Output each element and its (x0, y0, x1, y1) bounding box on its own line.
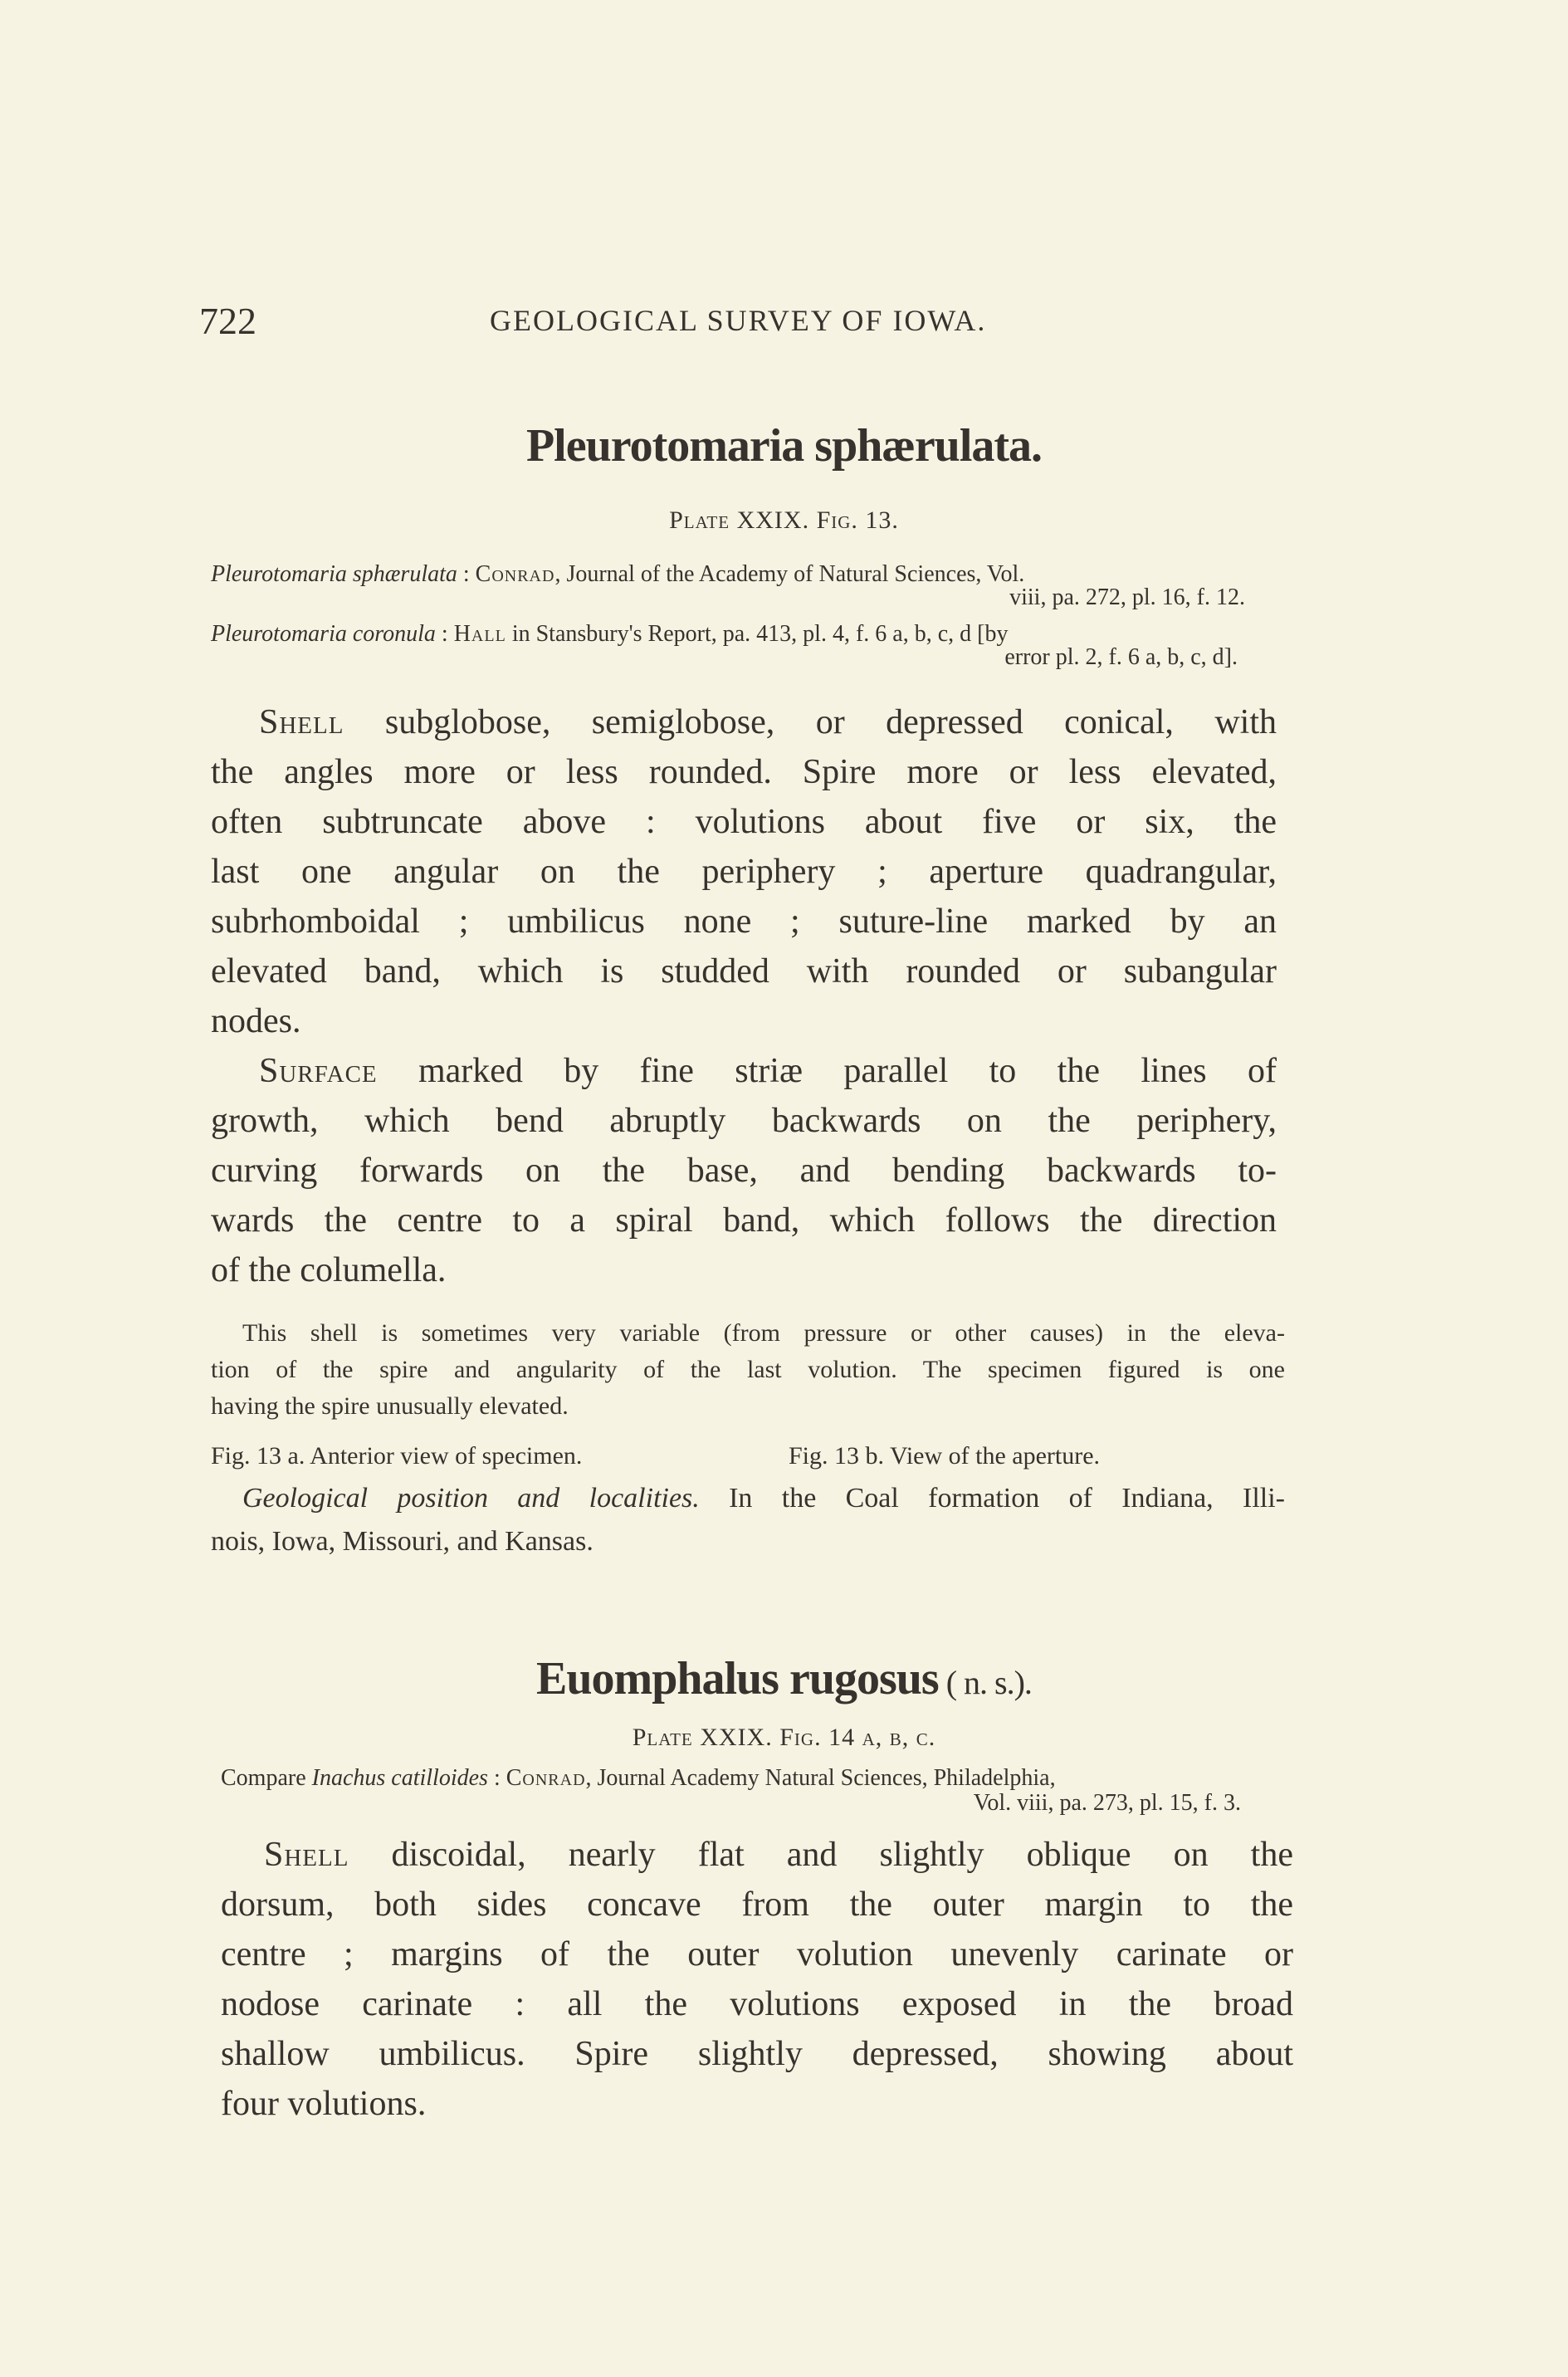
lead-word: Surface (259, 1052, 378, 1090)
text-line: curving forwards on the base, and bending backwards to- (211, 1152, 1277, 1190)
plate-reference-2: Plate XXIX. Fig. 14 a, b, c. (632, 1724, 936, 1751)
localities: Geological position and localities. In the Coal formation of Indiana, Illi- (242, 1483, 1285, 1514)
text-line: This shell is sometimes very variable (from pressure or other causes) in the eleva- (242, 1319, 1285, 1347)
running-title: GEOLOGICAL SURVEY OF IOWA. (490, 304, 987, 337)
localities-cont: nois, Iowa, Missouri, and Kansas. (211, 1526, 593, 1557)
plate-reference: Plate XXIX. Fig. 13. (669, 506, 899, 534)
text-line: Shell discoidal, nearly flat and slightly oblique on the (264, 1836, 1293, 1874)
text-line: nodose carinate : all the volutions exposed in the broad (221, 1985, 1293, 2023)
description-surface (211, 1046, 1277, 1295)
synonym-2: Pleurotomaria coronula : Hall in Stansbury's Report, pa. 413, pl. 4, f. 6 a, b, c, d [by (211, 621, 1009, 647)
description-shell (211, 697, 1277, 1046)
figure-caption-a: Fig. 13 a. Anterior view of specimen. (211, 1442, 583, 1470)
text-line: having the spire unusually elevated. (211, 1392, 569, 1420)
text-line: growth, which bend abruptly backwards on the periphery, (211, 1102, 1277, 1140)
lead-word: Shell (264, 1836, 349, 1874)
compare-reference-cont: Vol. viii, pa. 273, pl. 15, f. 3. (973, 1790, 1241, 1816)
text-line: subrhomboidal ; umbilicus none ; suture-line marked by an (211, 902, 1277, 941)
species-title-2: Euomphalus rugosus ( n. s.). (536, 1653, 1032, 1704)
text-line: Shell subglobose, semiglobose, or depressed conical, with (259, 703, 1277, 741)
lead-word: Shell (259, 703, 344, 741)
text-line: dorsum, both sides concave from the outer margin to the (221, 1885, 1293, 1924)
text-line: the angles more or less rounded. Spire more or less elevated, (211, 753, 1277, 791)
compare-reference: Compare Inachus catilloides : Conrad, Journal Academy Natural Sciences, Philadelphia, (221, 1765, 1056, 1791)
synonym-1: Pleurotomaria sphærulata : Conrad, Journal of the Academy of Natural Sciences, Vol. (211, 561, 1025, 587)
text-line: Surface marked by fine striæ parallel to the lines of (259, 1052, 1277, 1090)
text-line: last one angular on the periphery ; aperture quadrangular, (211, 853, 1277, 891)
description-shell-2 (221, 1830, 1293, 2129)
species-title: Pleurotomaria sphærulata. (525, 420, 1043, 472)
figure-caption-b: Fig. 13 b. View of the aperture. (789, 1442, 1101, 1470)
text-line: wards the centre to a spiral band, which follows the direction (211, 1201, 1277, 1240)
synonym-2-cont: error pl. 2, f. 6 a, b, c, d]. (1004, 644, 1238, 670)
synonym-1-cont: viii, pa. 272, pl. 16, f. 12. (1009, 584, 1245, 610)
text-line: tion of the spire and angularity of the last volution. The specimen figured is one (211, 1356, 1285, 1383)
text-line: elevated band, which is studded with rounded or subangular (211, 952, 1277, 990)
text-line: often subtruncate above : volutions about five or six, the (211, 803, 1277, 841)
text-line: shallow umbilicus. Spire slightly depressed, showing about (221, 2035, 1293, 2073)
page-number: 722 (199, 300, 256, 342)
text-line: centre ; margins of the outer volution unevenly carinate or (221, 1935, 1293, 1973)
text-line: of the columella. (211, 1251, 447, 1289)
remarks-note (211, 1315, 1285, 1425)
text-line: four volutions. (221, 2085, 427, 2123)
text-line: nodes. (211, 1002, 301, 1040)
